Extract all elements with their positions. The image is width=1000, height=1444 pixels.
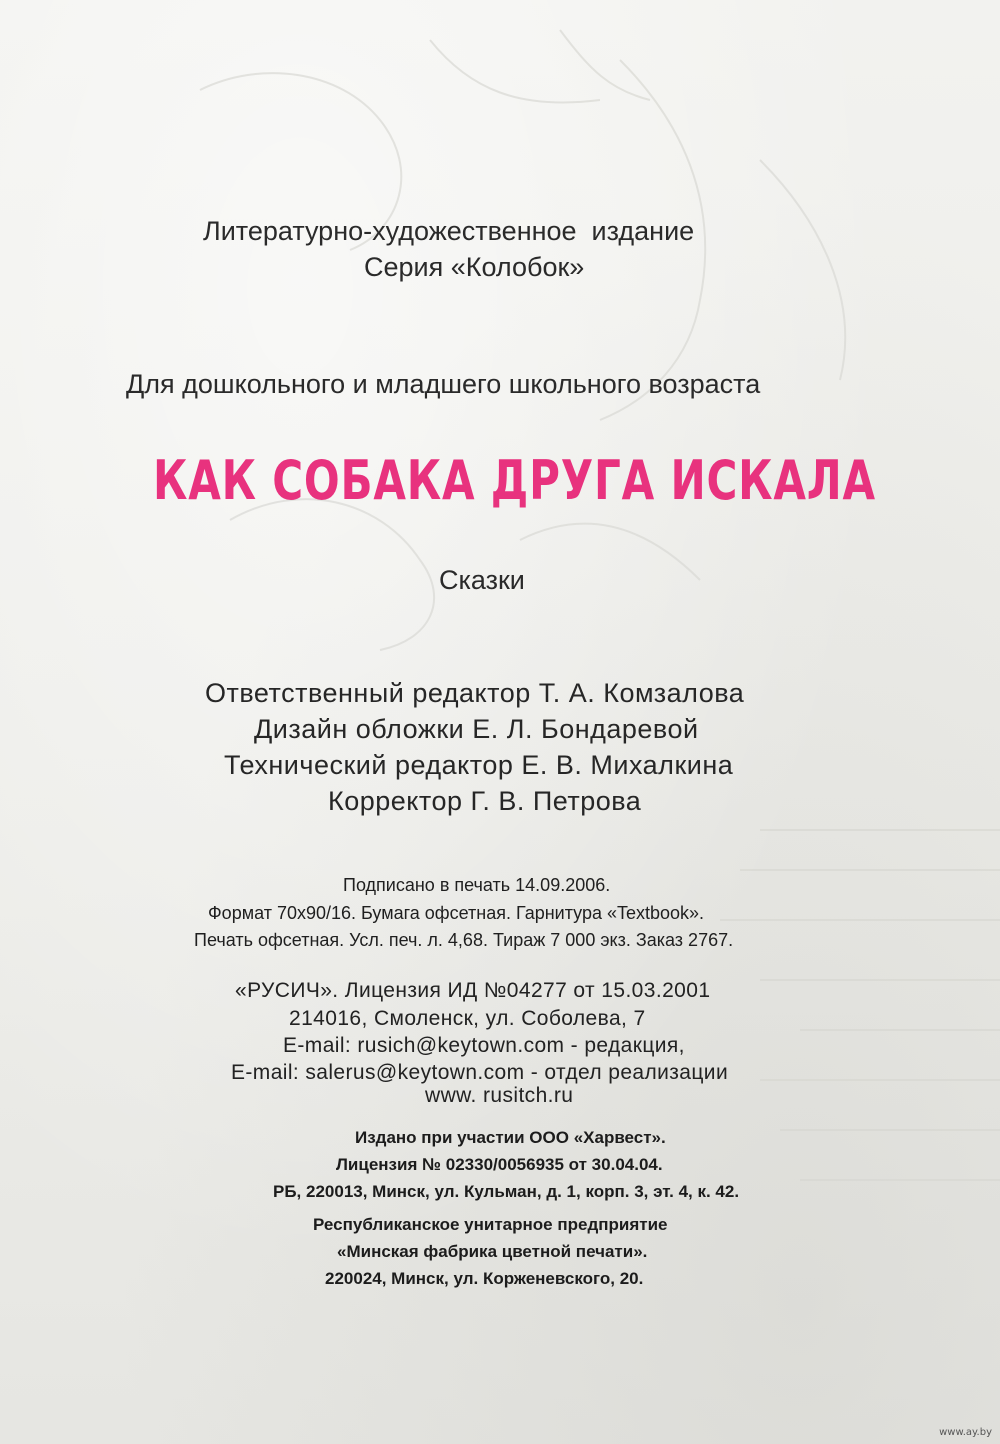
publisher-email-sales: E-mail: salerus@keytown.com - отдел реализации [231, 1061, 729, 1084]
printer-type: Республиканское унитарное предприятие [313, 1215, 668, 1234]
credit-proofreader: Корректор Г. В. Петрова [328, 786, 642, 816]
print-run: Печать офсетная. Усл. печ. л. 4,68. Тираж 7 000 экз. Заказ 2767. [194, 930, 734, 950]
book-title: КАК СОБАКА ДРУГА ИСКАЛА [153, 449, 876, 512]
audience-note: Для дошкольного и младшего школьного возраста [126, 369, 761, 399]
publisher-license: «РУСИЧ». Лицензия ИД №04277 от 15.03.2001 [235, 979, 711, 1002]
book-subtitle: Сказки [439, 565, 525, 595]
partner-address: РБ, 220013, Минск, ул. Кульман, д. 1, корп. 3, эт. 4, к. 42. [273, 1182, 740, 1201]
series-name: Серия «Колобок» [364, 252, 585, 282]
partner-license: Лицензия № 02330/0056935 от 30.04.04. [336, 1155, 663, 1174]
partner-name: Издано при участии ООО «Харвест». [355, 1128, 666, 1147]
publisher-address: 214016, Смоленск, ул. Соболева, 7 [289, 1007, 646, 1030]
edition-type: Литературно-художественное издание [203, 216, 695, 246]
printer-address: 220024, Минск, ул. Корженевского, 20. [325, 1269, 644, 1288]
credit-cover-design: Дизайн обложки Е. Л. Бондаревой [254, 714, 699, 744]
print-format: Формат 70x90/16. Бумага офсетная. Гарнитура «Textbook». [208, 903, 705, 923]
credit-technical-editor: Технический редактор Е. В. Михалкина [224, 750, 734, 780]
site-watermark: www.ay.by [939, 1427, 992, 1438]
printer-name: «Минская фабрика цветной печати». [337, 1242, 648, 1261]
publisher-website: www. rusitch.ru [425, 1084, 574, 1107]
print-signed-date: Подписано в печать 14.09.2006. [343, 875, 611, 895]
publisher-email-editorial: E-mail: rusich@keytown.com - редакция, [283, 1034, 685, 1057]
credit-responsible-editor: Ответственный редактор Т. А. Комзалова [205, 678, 745, 708]
